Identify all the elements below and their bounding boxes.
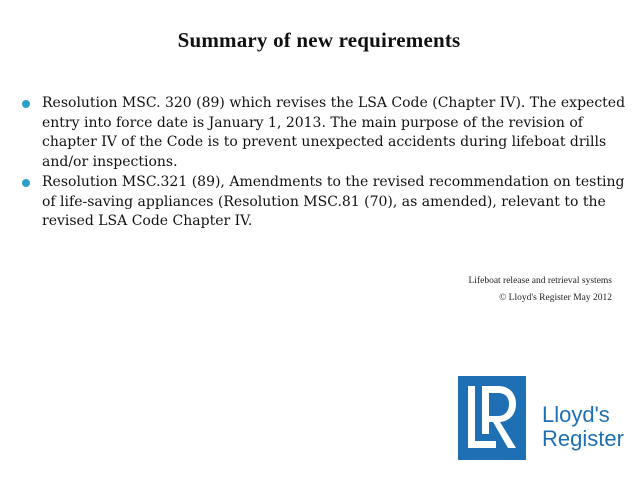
bullet-item-msc-320: [22, 94, 626, 172]
bullet-list: [22, 94, 626, 233]
logo-line-1: Lloyd's: [542, 402, 610, 427]
logo-wordmark: [542, 403, 624, 451]
bullet-dot-icon: [22, 100, 30, 108]
footer-subject: Lifeboat release and retrieval systems: [468, 276, 612, 286]
bullet-text: Resolution MSC. 320 (89) which revises the LSA Code (Chapter IV). The expected entry into force date is January 1, 2013. The main purpose of the revision of chapter IV of the Code is to prevent unexpected accidents during lifeboat drills and/or inspections.: [42, 95, 626, 170]
slide-footer: [469, 273, 613, 307]
bullet-dot-icon: [22, 179, 30, 187]
lloyds-register-logo: [458, 376, 628, 460]
slide-title: Summary of new requirements: [177, 28, 461, 52]
lr-monogram-icon: [458, 376, 526, 460]
logo-line-2: Register: [542, 426, 624, 451]
footer-copyright: © Lloyd's Register May 2012: [499, 293, 612, 303]
bullet-text: Resolution MSC.321 (89), Amendments to the revised recommendation on testing of life-saving appliances (Resolution MSC.81 (70), as amended), relevant to the revised LSA Code Chapter IV.: [42, 174, 625, 229]
bullet-item-msc-321: [22, 173, 626, 232]
